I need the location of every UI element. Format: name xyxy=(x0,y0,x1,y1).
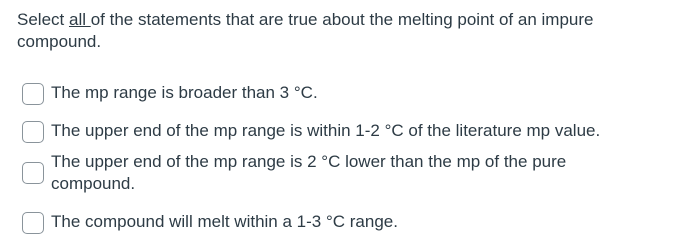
option-label: The upper end of the mp range is within 1-2 °C of the literature mp value. xyxy=(51,121,601,140)
question-emphasis: all xyxy=(68,10,91,29)
question-text xyxy=(17,9,677,53)
checkbox[interactable] xyxy=(22,121,44,143)
answer-option[interactable] xyxy=(22,120,671,143)
answer-option[interactable] xyxy=(22,151,651,195)
question-suffix: of the statements that are true about the melting point of an impure compound. xyxy=(17,10,594,51)
option-label: The mp range is broader than 3 °C. xyxy=(51,83,318,102)
answer-option[interactable] xyxy=(22,82,671,105)
answer-option[interactable] xyxy=(22,211,671,234)
checkbox[interactable] xyxy=(22,162,44,184)
option-label: The upper end of the mp range is 2 °C lower than the mp of the pure compound. xyxy=(51,152,567,193)
option-label: The compound will melt within a 1-3 °C range. xyxy=(51,212,398,231)
checkbox[interactable] xyxy=(22,212,44,234)
question-prefix: Select xyxy=(17,10,69,29)
checkbox[interactable] xyxy=(22,83,44,105)
